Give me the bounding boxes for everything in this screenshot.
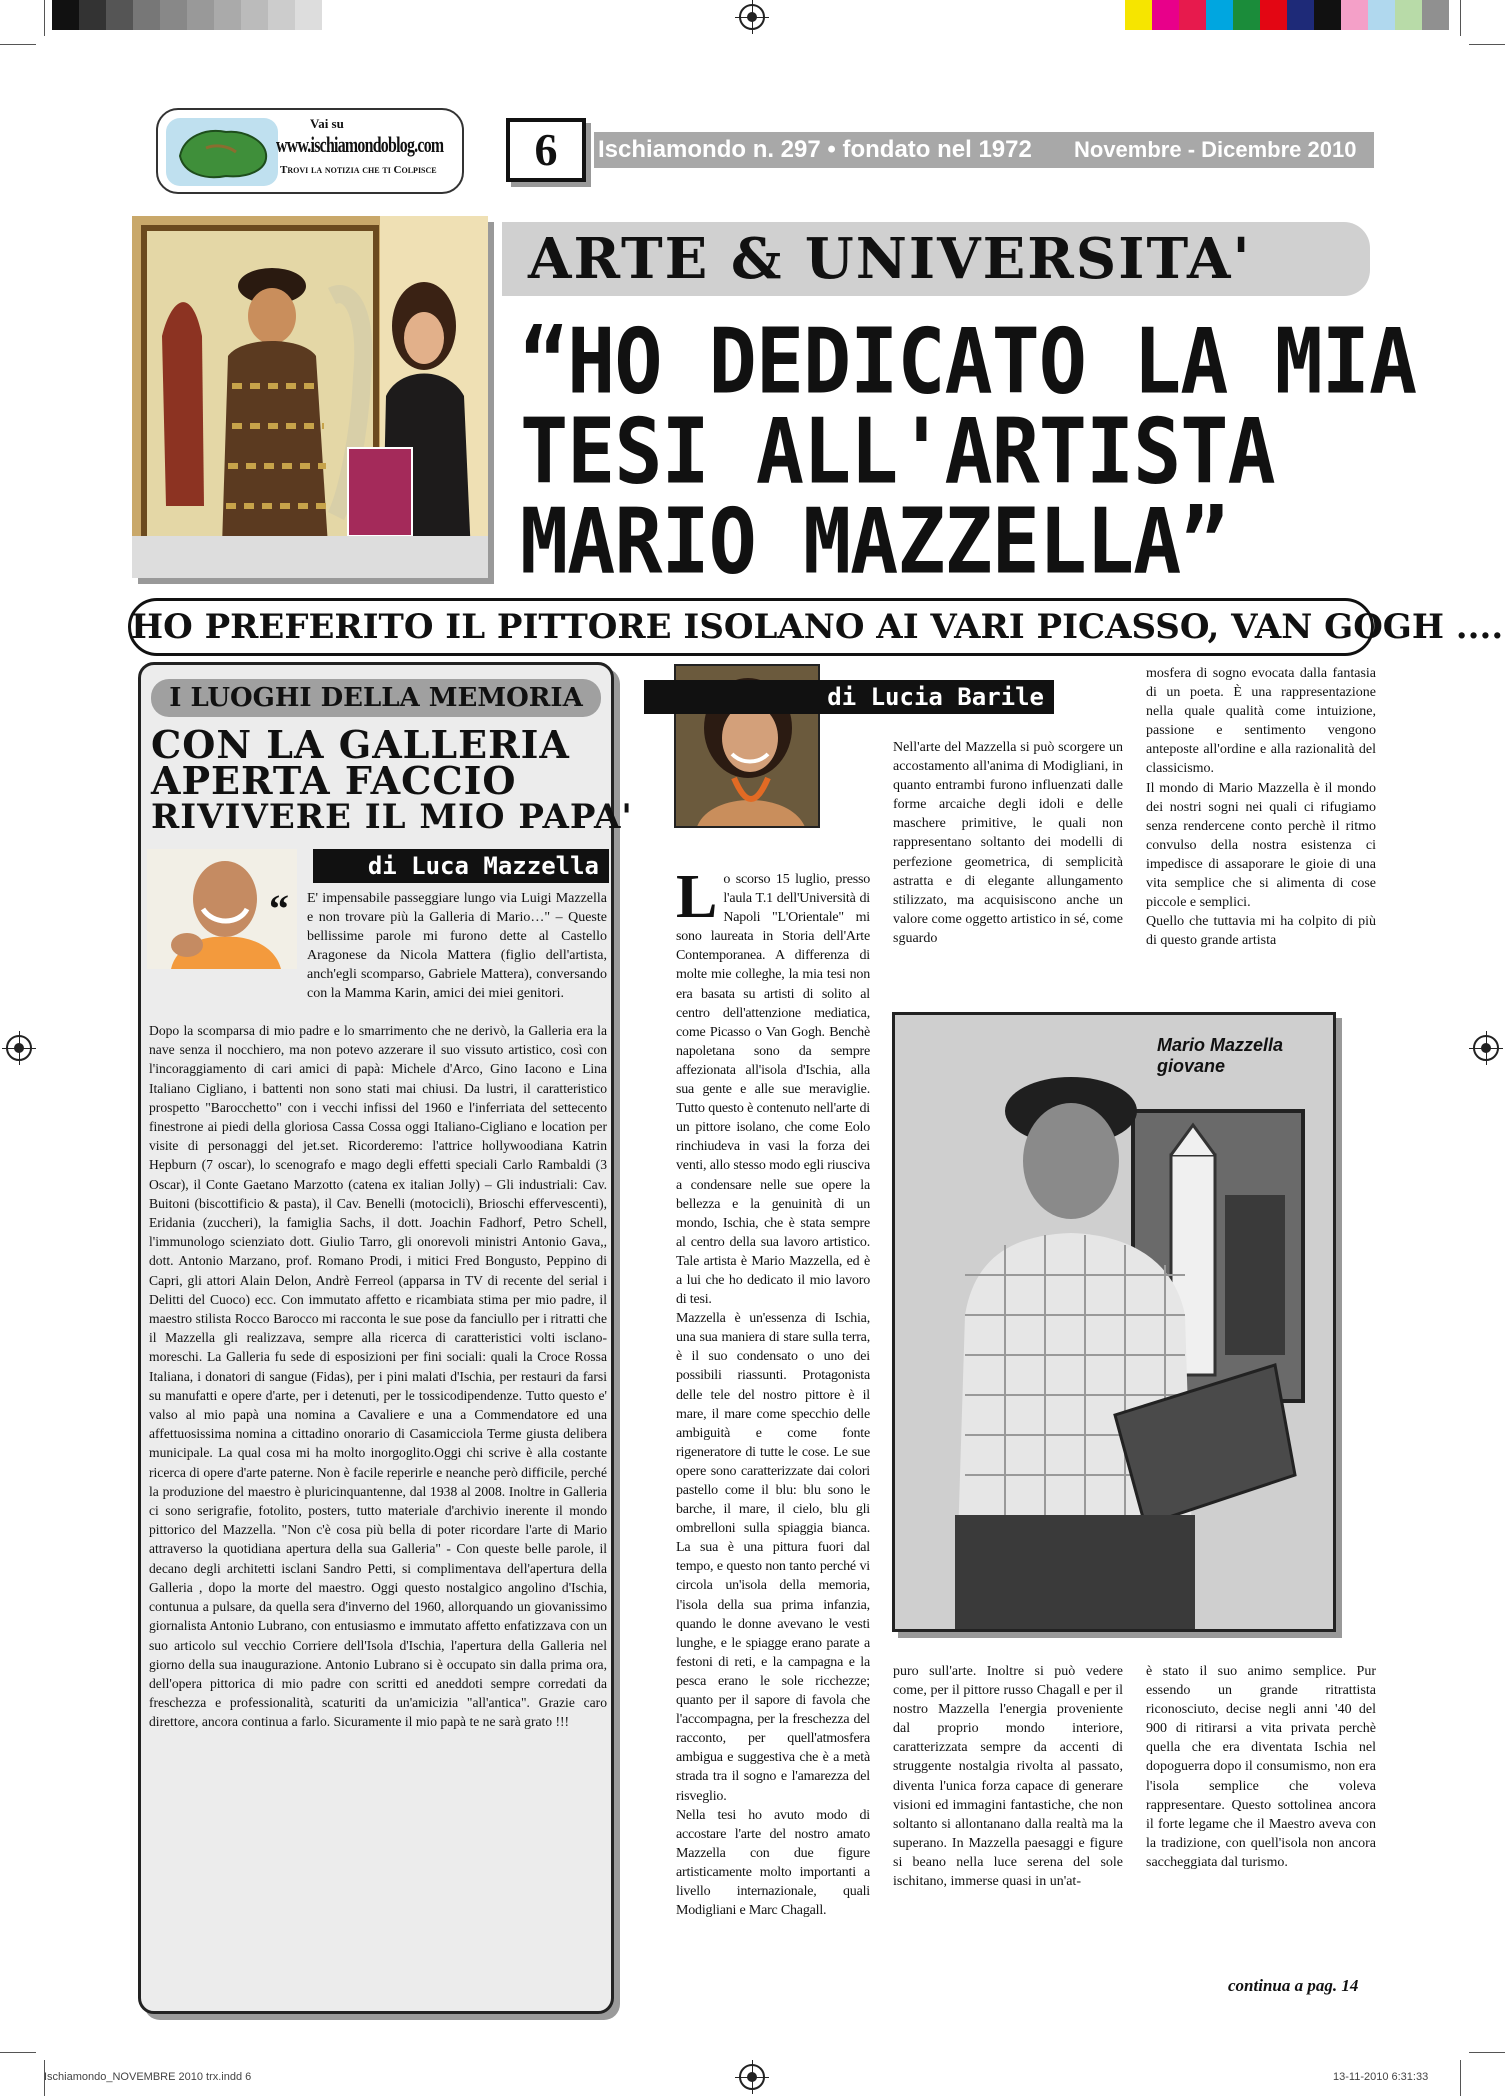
sidebar-title-1: CON LA GALLERIA [151, 722, 570, 767]
gray-swatch [79, 0, 106, 30]
headline-line-2: TESI ALL'ARTISTA [520, 399, 1275, 504]
registration-mark-icon [6, 1035, 32, 1061]
file-slug: Ischiamondo_NOVEMBRE 2010 trx.indd 6 [44, 2071, 252, 2083]
graduate-photo [132, 216, 488, 578]
registration-mark-icon [1473, 1035, 1499, 1061]
color-swatch [1179, 0, 1206, 30]
page-number: 6 [506, 118, 586, 182]
blog-url[interactable]: www.ischiamondoblog.com [276, 132, 444, 157]
gray-swatch [241, 0, 268, 30]
article-column-1 [676, 870, 870, 2020]
article-byline: di Lucia Barile [644, 680, 1054, 714]
gray-swatch [295, 0, 322, 30]
mazzella-young-photo [892, 1012, 1336, 1632]
headline-line-1: “HO DEDICATO LA MIA [520, 309, 1417, 414]
crop-mark [1460, 2060, 1461, 2096]
gray-swatch [214, 0, 241, 30]
quote-mark: “ [269, 886, 289, 931]
publication-header-bar [594, 132, 1374, 168]
crop-mark [1469, 44, 1505, 45]
crop-mark [0, 2052, 36, 2053]
section-title: ARTE & UNIVERSITA' [502, 222, 1370, 296]
sidebar-box [138, 662, 633, 2014]
gray-swatch [52, 0, 79, 30]
color-swatch [1260, 0, 1287, 30]
color-swatch [1422, 0, 1449, 30]
article-column-3-bottom: è stato il suo animo semplice. Pur essendo un grande ritrattista riconosciuto, decise negli anni '40 del 900 di ritirarsi a vita privata perchè quella che era diventata Ischia nel dopoguerra dopo il consumismo, non era l'isola semplice che voleva rappresentare. Questo sottolinea ancora il forte legame che il Maestro aveva con la tradizione, con quell'isola non ancora saccheggiata dal turismo. [1146, 1664, 1376, 1870]
color-swatch [1233, 0, 1260, 30]
color-swatch [1314, 0, 1341, 30]
issue-date: Novembre - Dicembre 2010 [1074, 137, 1357, 162]
article-col1-text: o scorso 15 luglio, presso l'aula T.1 dell'Università di Napoli "L'Orientale" mi sono laureata in Storia dell'Arte Contemporanea. A differenza di molte mie colleghe, la mia tesi non era basata su artisti di solito al centro dell'attenzione mediatica, come Picasso o Van Gogh. Benchè napoletana sono da sempre affezionata all'isola d'Ischia, alla sua gente e alle sue meraviglie. Tutto questo è contenuto nell'arte di un pittore isolano, che come Eolo rinchiudeva in vasi la forza dei venti, allo stesso modo egli riusciva a condensare nelle sue opere la bellezza e la genuinità di un mondo, Ischia, che è stata sempre al centro della sua lavoro artistico. Tale artista è Mario Mazzella, ed è a lui che ho dedicato il mio lavoro di tesi. Mazzella è un'essenza di Ischia, una sua maniera di stare sulla terra, è il suo condensato o uno dei possibili riassunti. Protagonista delle tele del nostro pittore è il mare, il mare come specchio delle ambiguità e come fonte rigeneratore di tutte le cose. Le sue opere sono caratterizzate dai colori pastello come il blu: blu sono le barche, il mare, il cielo, blu gli ombrelloni sulla spiaggia bianca. La sua è una pittura fuori dal tempo, e questo non tanto perché vi circola un'isola della memoria, l'isola della sua prima infanzia, quando le donne avevano le vesti lunghe, e le spiagge erano parate a festoni di reti, e la campagna e la pesca erano le sole ricchezze; quanto per il sapore di favola che l'accompagna, per la freschezza del racconto, per quell'atmosfera ambigua e suggestiva che è a metà strada tra il sogno e l'amarezza del risveglio. Nella tesi ho avuto modo di accostare l'arte del nostro amato Mazzella con due figure artisticamente molto importanti a livello internazionale, quali Modigliani e Marc Chagall. [676, 872, 870, 1919]
color-swatch [1368, 0, 1395, 30]
gray-swatch [187, 0, 214, 30]
crop-mark [1469, 2052, 1505, 2053]
subheadline: HO PREFERITO IL PITTORE ISOLANO AI VARI PICASSO, VAN GOGH .... [128, 598, 1374, 656]
sidebar-kicker: I LUOGHI DELLA MEMORIA [151, 679, 601, 717]
drop-cap: L [676, 870, 718, 931]
color-swatch [1206, 0, 1233, 30]
sidebar-lead: E' impensabile passeggiare lungo via Luigi Mazzella e non trovare più la Galleria di Mario…" – Queste bellissime parole mi furono dette al Castello Aragonese da Nicola Mattera (figlio dell'artista, anch'egli scomparso, Gabriele Mattera), conversando con la Mamma Karin, amici dei miei genitori. [307, 891, 607, 1002]
color-swatch [1287, 0, 1314, 30]
sidebar-body: Dopo la scomparsa di mio padre e lo smarrimento che ne derivò, la Galleria era la nave senza il nocchiero, ma non potevo azzerare il suo vissuto artistico, così con l'incoraggiamento di cari amici di papà: Michele d'Arco, Gino Iacono e Lina Italiano Cigliano, i battenti non sono stati mai chiusi. Da lustri, il caratteristico prospetto "Barocchetto" con i vecchi infissi del 1960 e l'inferriata del settecento finestrone ai piedi della gloriosa Cassa Cossa oggi Italiano-Cigliano e location per visite di personaggi del jet.set. Ricorderemo: l'attrice hollywoodiana Katrin Hepburn (7 oscar), lo scenografo e mago degli effetti speciali Carlo Rambaldi (3 Oscar), il Conte Gaetano Marzotto (catena ex italian Jolly) – Gli industriali: Cav. Buitoni (biscottificio & pasta), il Cav. Benelli (motocicli), Brioschi effervescenti), Eridania (zuccheri), la famiglia Sachs, il dott. Joachin Fadhorf, Petro Schell, l'immunologo scienziato dott. Giulio Tarro, gli onorevoli ministri Antonio Gava,, dott. Antonio Marzano, prof. Romano Prodi, i mitici Fred Bongusto, Peppino di Capri, gli attori Alain Delon, Andrè Ferreol (apparsa in TV di recente del serial i Delitti del Cuoco) ecc. Con immutato affetto e ricambiata stima per mio padre, il maestro stilista Rocco Barocco mi racconta le sue pose da fanciullo per i ritratti che il Mazzella gli realizzava, sempre alla ricerca di caratteristici volti isclano-moreschi. La Galleria fu sede di esposizioni per fini sociali: quali la Croce Rossa Italiana, i donatori di sangue (Fidas), per i pini malati d'Ischia, per restauri da farsi su manufatti e opere d'arte, per i detenuti, per le tossicodipendenze. Tutto questo e' valso al mio papà una nomina a Cavaliere e una a Commendatore ed una affettuosissima nomina a cittadino onorario di Casamicciola Terme giusta delibera municipale. La qual cosa mi ha molto inorgoglito.Oggi chi scrive è alla costante ricerca di opere d'arte paterne. Non è facile reperirle e neanche però difficile, perché la produzione del maestro è pluricinquantenne, dal 1938 al 2008. Inoltre in Galleria ci sono serigrafie, fotolito, posters, tutto materiale d'archivio inerente il mondo pittorico del Mazzella. "Non c'è cosa più bella di poter ricordare l'arte di Mario attraverso la quotidiana apertura della sua Galleria" - Con queste belle parole, il decano degli architetti isclani Sandro Petti, si complimentava dell'apertura della Galleria , dopo la morte del maestro. Oggi questo nostalgico angolino d'Ischia, contunua a pulsare, da quella sera d'inverno del 1960, allorquando un giovanissimo giornalista Antonio Lubrano, con entusiasmo e immutato affetto enfatizzava con un suo articolo sul vecchio Corriere dell'Isola d'Ischia, l'apertura della Galleria nel giorno della sua inaugurazione. Antonio Lubrano si è occupato sin dalla prima ora, dell'opera pittorica di mio padre con scritti ed aneddoti sempre corredati da freschezza e professionalità, scaturiti da un'amicizia "all'antica". Grazie caro direttore, ancora continua a farlo. Sicuramente il mio papà te ne sarà grato !!! [149, 1023, 607, 1730]
continued-note: continua a pag. 14 [1228, 1976, 1359, 1995]
island-map-icon [166, 118, 278, 186]
gray-swatch [160, 0, 187, 30]
color-swatch [1395, 0, 1422, 30]
sidebar-title-2: APERTA FACCIO [151, 758, 517, 803]
headline-line-3: MARIO MAZZELLA” [520, 489, 1228, 594]
color-swatch [1125, 0, 1152, 30]
sidebar-byline: di Luca Mazzella [313, 849, 609, 883]
article-column-2-top: Nell'arte del Mazzella si può scorgere un accostamento all'anima di Modigliani, in quanto entrambi furono influenzati dalle forme arcaiche degli idoli e delle maschere primitive, le quali non rappresentano soltanto dei modelli di perfezione geometrica, di semplicità astratta e di elegante allungamento stilizzato, ma acquisiscono anche un valore come oggetto artistico in sé, come sguardo [893, 740, 1123, 946]
logo-tagline: Trovi la notizia che ti Colpisce [280, 164, 437, 176]
gray-swatch [133, 0, 160, 30]
sidebar-title-3: RIVIVERE IL MIO PAPA' [151, 797, 633, 837]
print-timestamp: 13-11-2010 6:31:33 [1333, 2071, 1429, 2083]
registration-mark-icon [739, 2064, 765, 2090]
blog-logo[interactable] [156, 108, 464, 194]
crop-mark [44, 0, 45, 36]
color-swatch [1152, 0, 1179, 30]
gray-swatch [268, 0, 295, 30]
registration-mark-icon [739, 4, 765, 30]
crop-mark [0, 44, 36, 45]
logo-line1: Vai su [310, 116, 344, 131]
article-column-3-top: mosfera di sogno evocata dalla fantasia di un poeta. È una rappresentazione nella quale qualità come intuizione, passione e sentimento vengono anteposte all'ordine e alla razionalità del classicismo. Il mondo di Mario Mazzella è il mondo dei nostri sogni nei quali ci rifugiamo senza rendercene conto perchè il ritmo convulso della nostra esistenza ci impedisce di assaporare le gioie di una vita semplice che si alimenta di cose piccole e semplici. Quello che tuttavia mi ha colpito di più di questo grande artista [1146, 666, 1376, 949]
photo-caption: Mario Mazzella giovane [1157, 1035, 1284, 1076]
crop-mark [1460, 0, 1461, 36]
color-swatch [1341, 0, 1368, 30]
gray-swatch [106, 0, 133, 30]
article-column-2-bottom: puro sull'arte. Inoltre si può vedere come, per il pittore russo Chagall e per il nostro Mazzella l'energia proveniente dal proprio mondo interiore, caratterizzata sempre da accenti di struggente nostalgia rivolta al passato, diventa l'unica forza capace di generare visioni ed immagini fantastiche, che non soltanto si allontanano dalla realtà ma la superano. In Mazzella paesaggi e figure si beano nella luce serena del sole ischitano, immerse quasi in un'at- [893, 1664, 1123, 1890]
publication-name: Ischiamondo n. 297 • fondato nel 1972 [598, 136, 1032, 163]
